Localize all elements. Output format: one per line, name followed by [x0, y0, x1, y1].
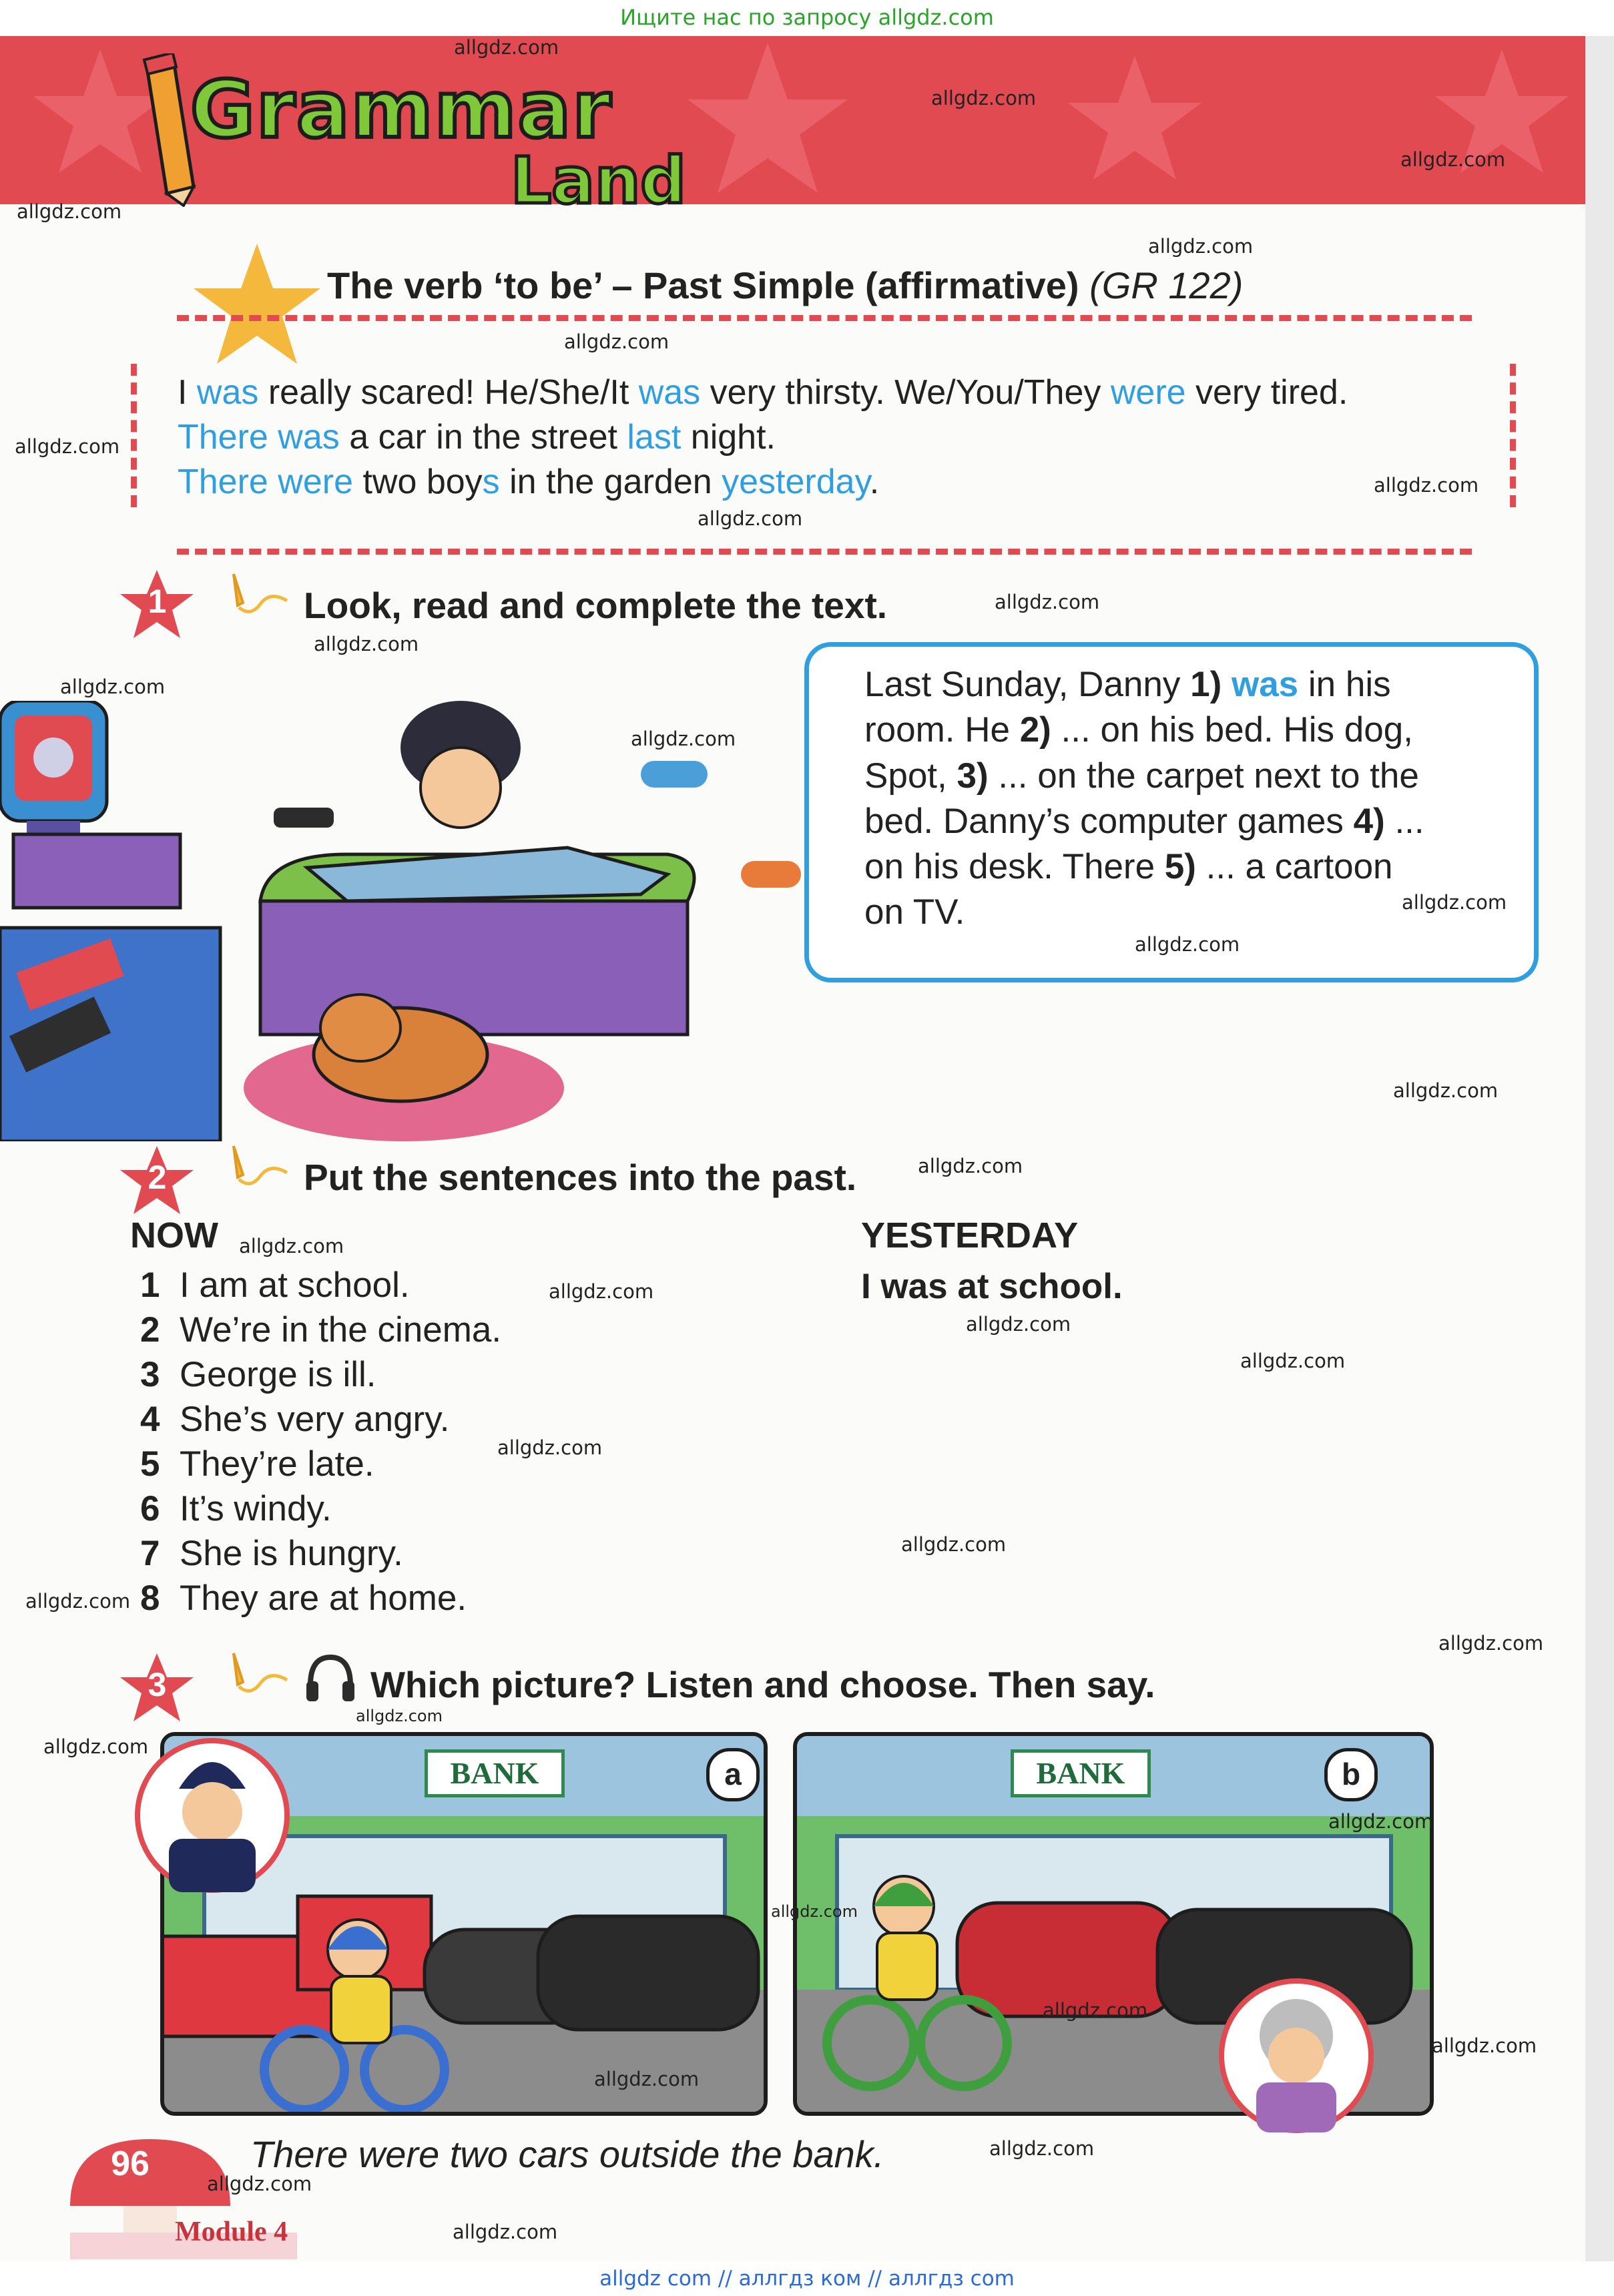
bank-sign: BANK [425, 1749, 565, 1797]
text: a car in the street [339, 418, 627, 457]
story-line-3 [864, 756, 1419, 796]
num: 4 [140, 1400, 160, 1439]
gap-number: 2) [1019, 710, 1051, 750]
boy-on-bed-illustration [0, 701, 801, 1141]
text: ... on the carpet next to the [988, 756, 1419, 796]
watermark: allgdz.com [1240, 1350, 1346, 1372]
exercise-3-number: 3 [148, 1666, 167, 1703]
watermark: allgdz.com [239, 1235, 344, 1257]
sentence-1 [140, 1265, 410, 1306]
picture-b-label: b [1324, 1748, 1378, 1801]
text: on his desk. There [864, 847, 1165, 886]
watermark: allgdz.com [1374, 474, 1479, 497]
watermark: allgdz.com [1328, 1810, 1434, 1833]
grammar-reference: (GR 122) [1089, 264, 1244, 306]
page-number: 96 [111, 2144, 150, 2183]
sentence-2 [140, 1310, 501, 1350]
watermark: allgdz.com [356, 1707, 443, 1725]
pencil-write-icon [214, 1650, 294, 1703]
num: 5 [140, 1444, 160, 1484]
highlight: were [1110, 373, 1186, 412]
picture-a-label: a [706, 1748, 760, 1801]
highlight: was [196, 373, 259, 412]
text: George is ill. [179, 1355, 376, 1394]
grammar-box-left-border [131, 364, 137, 507]
watermark: allgdz.com [1043, 1999, 1148, 2022]
top-banner: Ищите нас по запросу allgdz.com [0, 0, 1614, 39]
num: 3 [140, 1355, 160, 1394]
watermark: allgdz.com [901, 1533, 1007, 1556]
grammar-box-right-border [1510, 364, 1516, 507]
old-lady-portrait [1216, 1976, 1376, 2136]
watermark: allgdz.com [60, 675, 166, 698]
story-line-5 [864, 846, 1393, 887]
highlight: There was [178, 418, 340, 457]
exercise-2-number: 2 [148, 1159, 167, 1196]
text: very thirsty. We/You/They [700, 373, 1111, 412]
watermark: allgdz.com [594, 2068, 700, 2090]
text: She is hungry. [179, 1534, 403, 1573]
story-line-1 [864, 664, 1391, 705]
text: It’s windy. [179, 1489, 332, 1528]
text: ... on his bed. His dog, [1051, 710, 1413, 750]
logo-land: Land [511, 144, 687, 218]
example-answer: was [1231, 665, 1299, 704]
watermark: allgdz.com [1438, 1632, 1544, 1655]
watermark: allgdz.com [549, 1280, 654, 1303]
watermark: allgdz.com [1400, 148, 1506, 171]
headphones-icon [304, 1652, 357, 1705]
highlight: last [627, 418, 682, 457]
watermark: allgdz.com [453, 2221, 558, 2243]
gap-number: 4) [1353, 802, 1385, 841]
watermark: allgdz.com [995, 591, 1100, 613]
num: 8 [140, 1579, 160, 1618]
module-label: Module 4 [175, 2217, 288, 2247]
watermark: allgdz.com [918, 1155, 1023, 1177]
highlight: There were [178, 463, 353, 501]
text: ... a cartoon [1195, 847, 1393, 886]
watermark: allgdz.com [1135, 933, 1240, 956]
watermark: allgdz.com [497, 1436, 603, 1459]
pencil-write-icon [214, 571, 294, 624]
grammar-title-text: The verb ‘to be’ – Past Simple (affirmative) [327, 264, 1079, 306]
highlight: yesterday [722, 463, 870, 501]
text: room. He [864, 710, 1020, 750]
story-line-4 [864, 801, 1424, 842]
text [1222, 665, 1232, 704]
num: 7 [140, 1534, 160, 1573]
watermark: allgdz.com [25, 1590, 131, 1613]
highlight: was [638, 373, 701, 412]
text: They’re late. [179, 1444, 374, 1484]
watermark: allgdz.com [454, 36, 559, 59]
text: ... [1384, 802, 1424, 841]
grammar-example-3 [178, 462, 879, 502]
grammar-box-top-border [177, 315, 1472, 321]
text: really scared! He/She/It [258, 373, 639, 412]
pencil-write-icon [214, 1143, 294, 1196]
text: I am at school. [179, 1265, 410, 1305]
watermark: allgdz.com [989, 2137, 1095, 2160]
exercise-1-number: 1 [148, 583, 167, 620]
sentence-6 [140, 1488, 332, 1529]
policeman-portrait [132, 1735, 292, 1896]
num: 1 [140, 1265, 160, 1305]
exercise-3-caption: There were two cars outside the bank. [250, 2133, 884, 2175]
num: 2 [140, 1310, 160, 1350]
text: very tired. [1185, 373, 1348, 412]
logo-grammar: Grammar [190, 63, 613, 156]
page-edge-shadow [1585, 36, 1614, 2261]
gap-number: 3) [957, 756, 989, 796]
text: Last Sunday, Danny [864, 665, 1191, 704]
grammar-box-bottom-border [177, 549, 1472, 555]
text: in the garden [499, 463, 722, 501]
text: She’s very angry. [179, 1400, 450, 1439]
text: in his [1298, 665, 1391, 704]
story-line-2 [864, 709, 1413, 750]
watermark: allgdz.com [43, 1735, 149, 1758]
watermark: allgdz.com [564, 330, 669, 353]
exercise-1-instruction: Look, read and complete the text. [304, 585, 888, 626]
bank-sign: BANK [1011, 1749, 1151, 1797]
story-line-6: on TV. [864, 892, 965, 932]
yesterday-heading: YESTERDAY [861, 1215, 1079, 1255]
example-past-sentence: I was at school. [861, 1267, 1123, 1306]
watermark: allgdz.com [15, 435, 120, 458]
watermark: allgdz.com [1393, 1079, 1499, 1102]
text: They are at home. [179, 1579, 467, 1618]
now-heading: NOW [130, 1215, 218, 1255]
text: two boy [353, 463, 483, 501]
gap-number: 1) [1190, 665, 1222, 704]
text: bed. Danny’s computer games [864, 802, 1354, 841]
sentence-7 [140, 1533, 403, 1574]
watermark: allgdz.com [631, 728, 736, 750]
watermark: allgdz.com [931, 87, 1037, 109]
watermark: allgdz.com [207, 2173, 312, 2195]
sentence-3 [140, 1354, 376, 1395]
sentence-8 [140, 1578, 467, 1619]
watermark: allgdz.com [966, 1313, 1071, 1336]
text: We’re in the cinema. [179, 1310, 502, 1350]
grammar-example-2 [178, 417, 776, 457]
sentence-5 [140, 1444, 374, 1484]
watermark: allgdz.com [1432, 2034, 1537, 2057]
text: night. [681, 418, 776, 457]
gap-number: 5) [1164, 847, 1196, 886]
sentence-4 [140, 1399, 450, 1440]
watermark: allgdz.com [17, 200, 122, 223]
grammar-title [327, 264, 1243, 307]
text: I [178, 373, 197, 412]
watermark: allgdz.com [1148, 235, 1254, 258]
grammar-example-1 [178, 372, 1348, 412]
bottom-banner: allgdz com // аллгдз ком // аллгдз com [0, 2261, 1614, 2296]
star-icon [190, 240, 324, 374]
watermark: allgdz.com [698, 507, 803, 530]
text: Spot, [864, 756, 957, 796]
watermark: allgdz.com [771, 1902, 858, 1921]
num: 6 [140, 1489, 160, 1528]
watermark: allgdz.com [1402, 891, 1507, 914]
exercise-2-instruction: Put the sentences into the past. [304, 1157, 857, 1198]
highlight: s [482, 463, 500, 501]
watermark: allgdz.com [314, 633, 419, 655]
exercise-3-instruction: Which picture? Listen and choose. Then say. [370, 1664, 1155, 1705]
text: . [869, 463, 880, 501]
